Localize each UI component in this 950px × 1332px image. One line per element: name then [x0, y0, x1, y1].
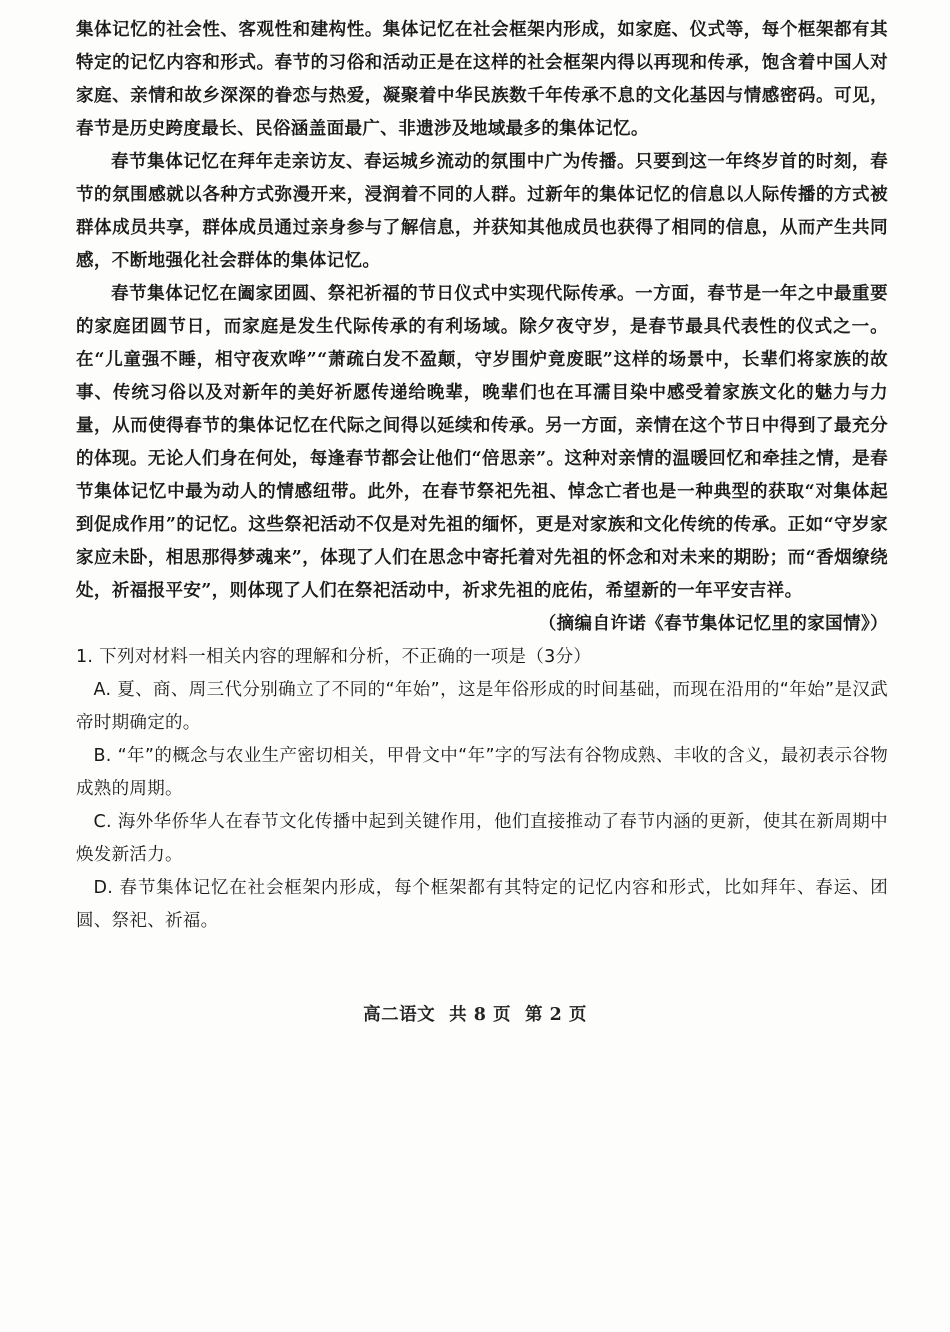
page-footer [0, 1003, 950, 1027]
passage-paragraph-3: 春节集体记忆在阖家团圆、祭祀祈福的节日仪式中实现代际传承。一方面，春节是一年之中最重要的家庭团圆节日，而家庭是发生代际传承的有利场域。除夕夜守岁，是春节最具代表性的仪式之一。在“儿童强不睡，相守夜欢哗”“萧疏白发不盈颠，守岁围炉竟废眠”这样的场景中，长辈们将家族的故事、传统习俗以及对新年的美好祈愿传递给晚辈，晚辈们也在耳濡目染中感受着家族文化的魅力与力量，从而使得春节的集体记忆在代际之间得以延续和传承。另一方面，亲情在这个节日中得到了最充分的体现。无论人们身在何处，每逢春节都会让他们“倍思亲”。这种对亲情的温暖回忆和牵挂之情，是春节集体记忆中最为动人的情感纽带。此外，在春节祭祀先祖、悼念亡者也是一种典型的获取“对集体起到促成作用”的记忆。这些祭祀活动不仅是对先祖的缅怀，更是对家族和文化传统的传承。正如“守岁家家应未卧，相思那得梦魂来”，体现了人们在思念中寄托着对先祖的怀念和对未来的期盼；而“香烟缭绕处，祈福报平安”，则体现了人们在祭祀活动中，祈求先祖的庇佑，希望新的一年平安吉祥。 [76, 284, 888, 601]
passage-paragraph-2: 春节集体记忆在拜年走亲访友、春运城乡流动的氛围中广为传播。只要到这一年终岁首的时刻，春节的氛围感就以各种方式弥漫开来，浸润着不同的人群。过新年的集体记忆的信息以人际传播的方式被群体成员共享，群体成员通过亲身参与了解信息，并获知其他成员也获得了相同的信息，从而产生共同感，不断地强化社会群体的集体记忆。 [76, 152, 888, 271]
question-option-c: C. 海外华侨华人在春节文化传播中起到关键作用，他们直接推动了春节内涵的更新，使其在新周期中焕发新活力。 [76, 812, 888, 865]
footer-page-number: 第 2 页 [525, 1005, 587, 1025]
question-option-a: A. 夏、商、周三代分别确立了不同的“年始”，这是年俗形成的时间基础，而现在沿用的“年始”是汉武帝时期确定的。 [76, 680, 888, 733]
question-stem: 1. 下列对材料一相关内容的理解和分析，不正确的一项是（3分） [76, 647, 592, 667]
question-option-d: D. 春节集体记忆在社会框架内形成，每个框架都有其特定的记忆内容和形式，比如拜年、春运、团圆、祭祀、祈福。 [76, 878, 888, 931]
passage-source: （摘编自许诺《春节集体记忆里的家国情》） [538, 614, 888, 634]
passage-paragraph-1: 集体记忆的社会性、客观性和建构性。集体记忆在社会框架内形成，如家庭、仪式等，每个框架都有其特定的记忆内容和形式。春节的习俗和活动正是在这样的社会框架内得以再现和传承，饱含着中国人对家庭、亲情和故乡深深的眷恋与热爱，凝聚着中华民族数千年传承不息的文化基因与情感密码。可见，春节是历史跨度最长、民俗涵盖面最广、非遗涉及地域最多的集体记忆。 [76, 20, 888, 139]
footer-subject: 高二语文 [363, 1005, 436, 1025]
question-option-b: B. “年”的概念与农业生产密切相关，甲骨文中“年”字的写法有谷物成熟、丰收的含义，最初表示谷物成熟的周期。 [76, 746, 888, 799]
footer-total-pages: 共 8 页 [449, 1005, 511, 1025]
page-content [76, 14, 888, 938]
